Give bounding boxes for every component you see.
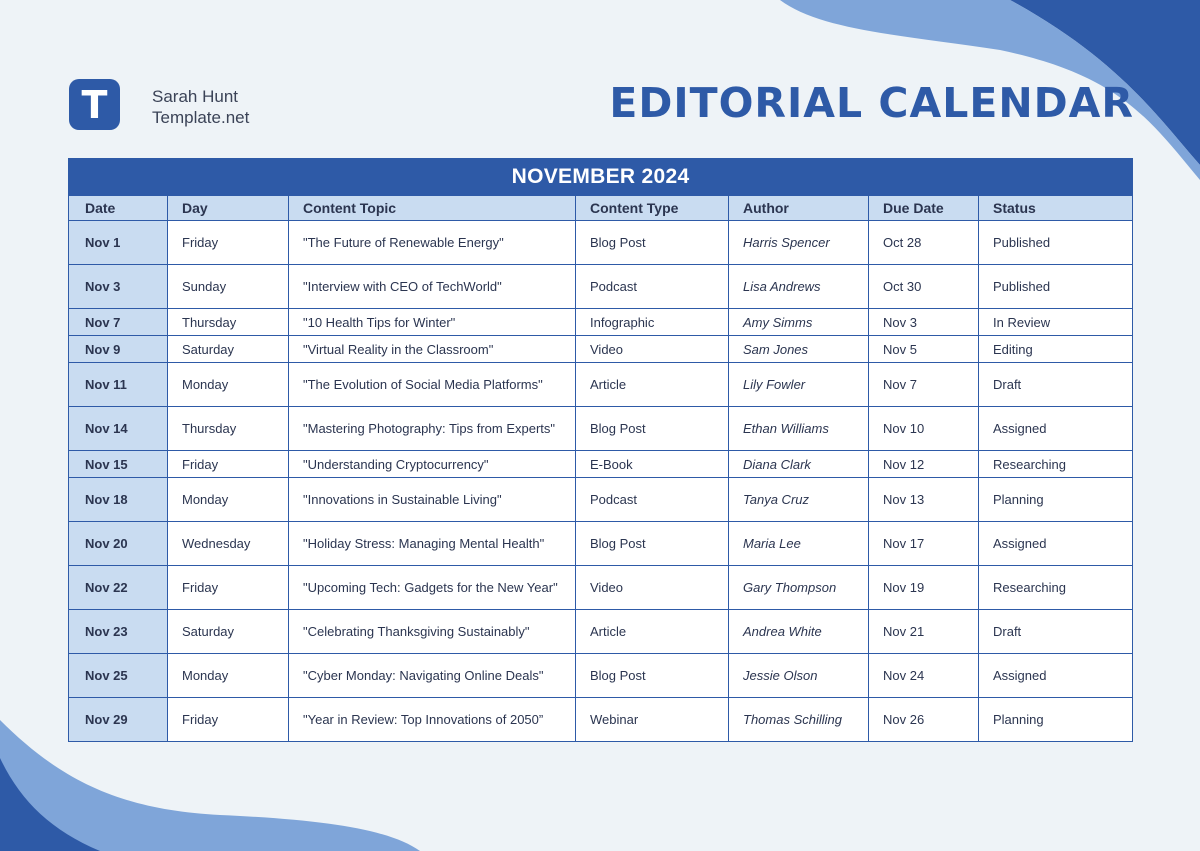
status-cell: Assigned: [979, 522, 1133, 566]
topic-cell: "The Evolution of Social Media Platforms": [289, 363, 576, 407]
logo-letter: T: [81, 82, 108, 127]
author-cell: Maria Lee: [729, 522, 869, 566]
topic-cell: "Understanding Cryptocurrency": [289, 451, 576, 478]
column-header-topic: Content Topic: [289, 196, 576, 221]
status-cell: In Review: [979, 309, 1133, 336]
day-cell: Monday: [168, 363, 289, 407]
type-cell: Podcast: [576, 265, 729, 309]
type-cell: E-Book: [576, 451, 729, 478]
date-cell: Nov 25: [69, 654, 168, 698]
author-cell: Diana Clark: [729, 451, 869, 478]
table-row: [69, 698, 1133, 742]
date-cell: Nov 18: [69, 478, 168, 522]
date-cell: Nov 1: [69, 221, 168, 265]
day-cell: Thursday: [168, 309, 289, 336]
date-cell: Nov 23: [69, 610, 168, 654]
author-cell: Gary Thompson: [729, 566, 869, 610]
column-header-author: Author: [729, 196, 869, 221]
status-cell: Published: [979, 221, 1133, 265]
month-header: NOVEMBER 2024: [69, 159, 1133, 196]
column-header-type: Content Type: [576, 196, 729, 221]
table-row: [69, 336, 1133, 363]
topic-cell: "The Future of Renewable Energy": [289, 221, 576, 265]
table-row: [69, 654, 1133, 698]
day-cell: Friday: [168, 566, 289, 610]
author-cell: Sam Jones: [729, 336, 869, 363]
column-header-day: Day: [168, 196, 289, 221]
day-cell: Saturday: [168, 610, 289, 654]
table-row: [69, 522, 1133, 566]
due-date-cell: Nov 7: [869, 363, 979, 407]
status-cell: Assigned: [979, 407, 1133, 451]
author-cell: Tanya Cruz: [729, 478, 869, 522]
due-date-cell: Nov 17: [869, 522, 979, 566]
author-cell: Thomas Schilling: [729, 698, 869, 742]
topic-cell: "Upcoming Tech: Gadgets for the New Year": [289, 566, 576, 610]
topic-cell: "Holiday Stress: Managing Mental Health": [289, 522, 576, 566]
table-row: [69, 566, 1133, 610]
page-title: EDITORIAL CALENDAR: [609, 79, 1134, 127]
status-cell: Assigned: [979, 654, 1133, 698]
editorial-calendar-table: [68, 158, 1133, 742]
day-cell: Friday: [168, 221, 289, 265]
status-cell: Draft: [979, 610, 1133, 654]
day-cell: Saturday: [168, 336, 289, 363]
type-cell: Video: [576, 336, 729, 363]
due-date-cell: Nov 3: [869, 309, 979, 336]
topic-cell: "Virtual Reality in the Classroom": [289, 336, 576, 363]
template-logo: [69, 79, 120, 130]
topic-cell: "Cyber Monday: Navigating Online Deals": [289, 654, 576, 698]
brand-name: Sarah Hunt: [152, 87, 238, 106]
due-date-cell: Oct 30: [869, 265, 979, 309]
topic-cell: "Innovations in Sustainable Living": [289, 478, 576, 522]
day-cell: Sunday: [168, 265, 289, 309]
topic-cell: "Interview with CEO of TechWorld": [289, 265, 576, 309]
author-cell: Harris Spencer: [729, 221, 869, 265]
table-row: [69, 265, 1133, 309]
date-cell: Nov 29: [69, 698, 168, 742]
date-cell: Nov 3: [69, 265, 168, 309]
day-cell: Friday: [168, 451, 289, 478]
author-cell: Ethan Williams: [729, 407, 869, 451]
table-row: [69, 221, 1133, 265]
type-cell: Webinar: [576, 698, 729, 742]
author-cell: Lily Fowler: [729, 363, 869, 407]
due-date-cell: Nov 19: [869, 566, 979, 610]
due-date-cell: Nov 5: [869, 336, 979, 363]
day-cell: Monday: [168, 478, 289, 522]
due-date-cell: Nov 24: [869, 654, 979, 698]
status-cell: Researching: [979, 451, 1133, 478]
type-cell: Blog Post: [576, 522, 729, 566]
status-cell: Editing: [979, 336, 1133, 363]
topic-cell: "Celebrating Thanksgiving Sustainably": [289, 610, 576, 654]
author-cell: Jessie Olson: [729, 654, 869, 698]
brand-site: Template.net: [152, 108, 250, 127]
status-cell: Planning: [979, 698, 1133, 742]
type-cell: Blog Post: [576, 654, 729, 698]
due-date-cell: Nov 21: [869, 610, 979, 654]
column-header-status: Status: [979, 196, 1133, 221]
due-date-cell: Nov 26: [869, 698, 979, 742]
status-cell: Researching: [979, 566, 1133, 610]
status-cell: Planning: [979, 478, 1133, 522]
topic-cell: "Year in Review: Top Innovations of 2050”: [289, 698, 576, 742]
date-cell: Nov 20: [69, 522, 168, 566]
column-header-due-date: Due Date: [869, 196, 979, 221]
table-row: [69, 610, 1133, 654]
date-cell: Nov 22: [69, 566, 168, 610]
type-cell: Podcast: [576, 478, 729, 522]
author-cell: Amy Simms: [729, 309, 869, 336]
type-cell: Article: [576, 363, 729, 407]
column-header-row: [69, 196, 1133, 221]
date-cell: Nov 11: [69, 363, 168, 407]
column-header-date: Date: [69, 196, 168, 221]
date-cell: Nov 7: [69, 309, 168, 336]
day-cell: Wednesday: [168, 522, 289, 566]
type-cell: Blog Post: [576, 221, 729, 265]
table-row: [69, 407, 1133, 451]
day-cell: Monday: [168, 654, 289, 698]
status-cell: Published: [979, 265, 1133, 309]
topic-cell: "Mastering Photography: Tips from Experts": [289, 407, 576, 451]
day-cell: Thursday: [168, 407, 289, 451]
date-cell: Nov 9: [69, 336, 168, 363]
author-cell: Lisa Andrews: [729, 265, 869, 309]
brand-block: [152, 86, 249, 128]
table-row: [69, 309, 1133, 336]
table-row: [69, 451, 1133, 478]
due-date-cell: Nov 12: [869, 451, 979, 478]
table-row: [69, 363, 1133, 407]
due-date-cell: Oct 28: [869, 221, 979, 265]
author-cell: Andrea White: [729, 610, 869, 654]
topic-cell: "10 Health Tips for Winter": [289, 309, 576, 336]
type-cell: Blog Post: [576, 407, 729, 451]
type-cell: Video: [576, 566, 729, 610]
date-cell: Nov 14: [69, 407, 168, 451]
type-cell: Article: [576, 610, 729, 654]
table-row: [69, 478, 1133, 522]
status-cell: Draft: [979, 363, 1133, 407]
date-cell: Nov 15: [69, 451, 168, 478]
due-date-cell: Nov 13: [869, 478, 979, 522]
due-date-cell: Nov 10: [869, 407, 979, 451]
day-cell: Friday: [168, 698, 289, 742]
type-cell: Infographic: [576, 309, 729, 336]
